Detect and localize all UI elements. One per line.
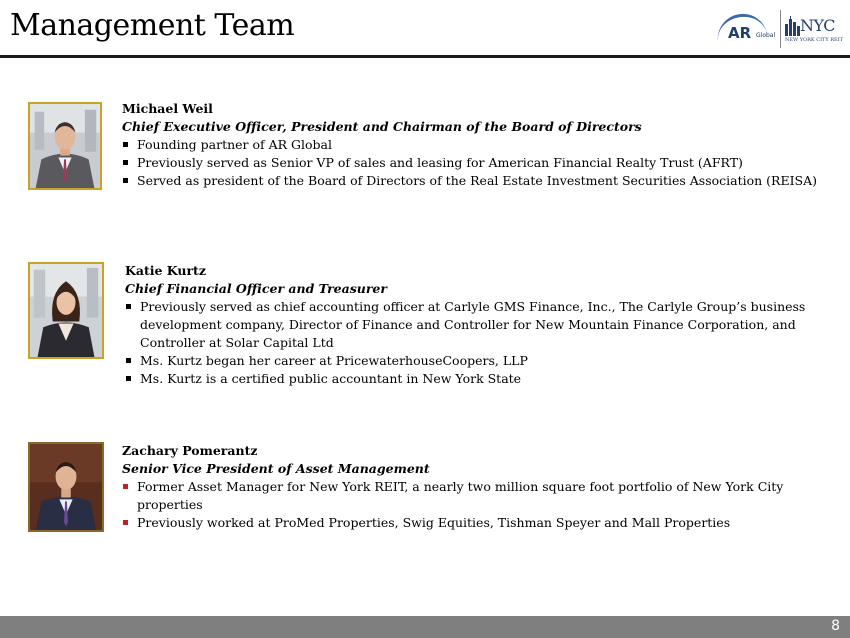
bio-bullet-list (122, 136, 832, 190)
bio-bullet: Previously worked at ProMed Properties, Swig Equities, Tishman Speyer and Mall Properties (122, 514, 834, 532)
bio-katie-kurtz (125, 262, 825, 388)
skyline-icon (784, 16, 800, 36)
member-name: Zachary Pomerantz (122, 443, 258, 458)
portrait-photo (28, 262, 104, 359)
ar-logo-text: AR (728, 24, 752, 42)
bio-michael-weil (122, 100, 832, 190)
member-name: Michael Weil (122, 101, 213, 116)
bio-bullet: Previously served as chief accounting officer at Carlyle GMS Finance, Inc., The Carlyle Group’s business development company, Director of Finance and Controller for New Mountain Finance Corporation, and Controller at Solar Capital Ltd (125, 298, 825, 352)
bio-bullet: Ms. Kurtz is a certified public accountant in New York State (125, 370, 825, 388)
bio-bullet-list (122, 478, 834, 532)
header-logos (714, 10, 844, 50)
footer-bar (0, 616, 850, 638)
nyc-logo-sub: NEW YORK CITY REIT (785, 37, 843, 43)
portrait-photo (28, 102, 102, 190)
bio-bullet: Former Asset Manager for New York REIT, a nearly two million square foot portfolio of New York City properties (122, 478, 834, 514)
portrait-photo (28, 442, 104, 532)
ar-logo-sub: Global (756, 32, 776, 39)
bio-bullet: Founding partner of AR Global (122, 136, 832, 154)
nyc-logo-text: NYC (800, 16, 836, 35)
member-role: Chief Financial Officer and Treasurer (125, 281, 387, 296)
page-number: 8 (831, 618, 840, 634)
member-name: Katie Kurtz (125, 263, 206, 278)
bio-bullet: Served as president of the Board of Directors of the Real Estate Investment Securities Association (REISA) (122, 172, 832, 190)
header-rule (0, 55, 850, 58)
page-title: Management Team (10, 8, 295, 43)
bio-bullet: Ms. Kurtz began her career at PricewaterhouseCoopers, LLP (125, 352, 825, 370)
nyc-reit-logo (784, 14, 844, 46)
member-role: Chief Executive Officer, President and Chairman of the Board of Directors (122, 119, 642, 134)
bio-bullet-list (125, 298, 825, 388)
bio-zachary-pomerantz (122, 442, 834, 532)
member-role: Senior Vice President of Asset Management (122, 461, 430, 476)
logo-divider (780, 10, 781, 48)
bio-bullet: Previously served as Senior VP of sales and leasing for American Financial Realty Trust (AFRT) (122, 154, 832, 172)
ar-global-logo (714, 14, 776, 46)
